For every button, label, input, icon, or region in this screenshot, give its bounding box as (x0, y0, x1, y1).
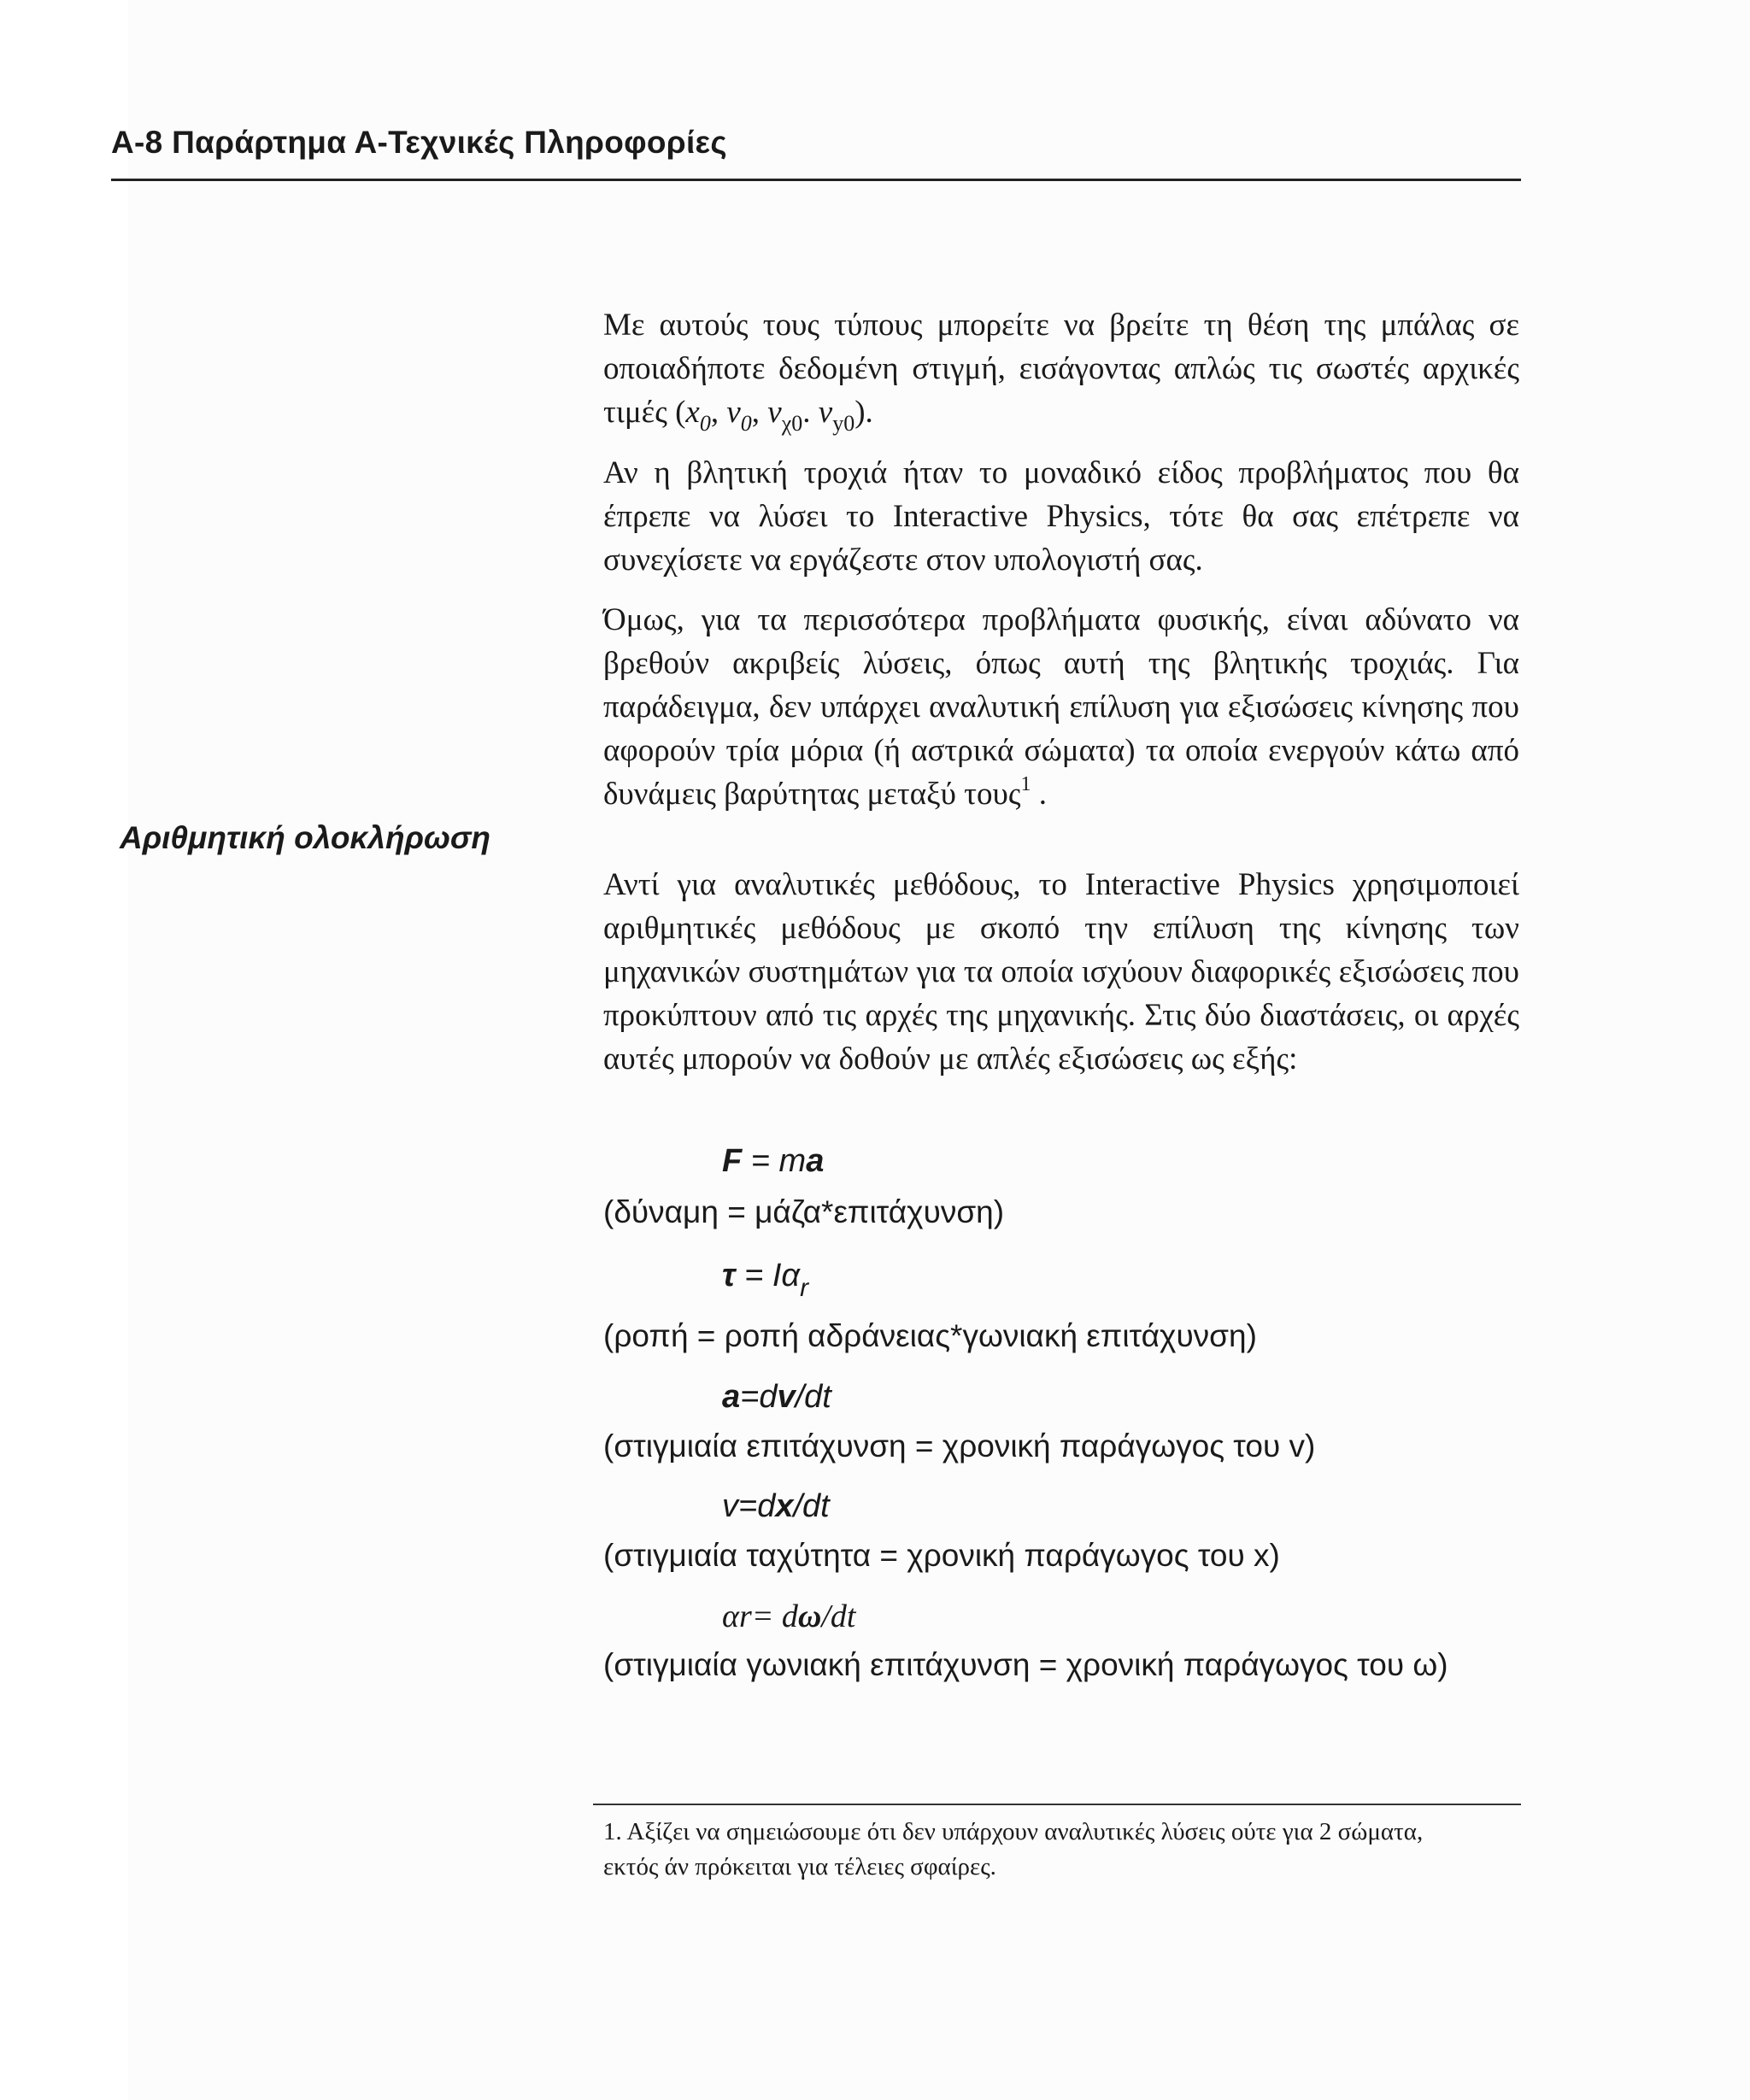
paragraph-4 (603, 863, 1519, 1081)
formula-force-a: a (806, 1143, 825, 1179)
formula-force (722, 1143, 824, 1180)
formula-torque-desc: (ροπή = ροπή αδράνειας*γωνιακή επιτάχυνση) (603, 1318, 1257, 1353)
formula-accel-v: v (777, 1379, 796, 1415)
var-vy: v (818, 395, 833, 430)
paragraph-3-end: . (1031, 777, 1047, 812)
section-heading: Αριθμητική ολοκλήρωση (120, 820, 490, 855)
var-vx-sub: χ0 (781, 411, 803, 436)
paragraph-3-text: Όμως, για τα περισσότερα προβλήματα φυσικής, είναι αδύνατο να βρεθούν ακριβείς λύσεις, όπως αυτή της βλητικής τροχιάς. Για παράδειγμα, δεν υπάρχει αναλυτική επίλυση για εξισώσεις κίνησης που αφορούν τρία μόρια (ή αστρικά σώματα) τα οποία ενεργούν κάτω από δυνάμεις βαρύτητας μεταξύ τους (603, 602, 1519, 812)
paragraph-4-text: Αντί για αναλυτικές μεθόδους, το Interactive Physics χρησιμοποιεί αριθμητικές μεθόδους με σκοπό την επίλυση της κίνησης των μηχανικών συστημάτων για τα οποία ισχύουν διαφορικές εξισώσεις που προκύπτουν από τις αρχές της μηχανικής. Στις δύο διαστάσεις, οι αρχές αυτές μπορούν να δοθούν με απλές εξισώσεις ως εξής: (603, 867, 1519, 1076)
formula-angular-dt: /dt (821, 1598, 856, 1634)
var-vx: v (767, 395, 782, 430)
formula-accel (722, 1379, 831, 1416)
formula-velocity-dt: /dt (793, 1488, 830, 1524)
formula-velocity-vd: v=d (722, 1488, 776, 1524)
formula-velocity-x: x (775, 1488, 794, 1524)
formula-angular-desc: (στιγμιαία γωνιακή επιτάχυνση = χρονική παράγωγος του ω) (603, 1647, 1448, 1682)
var-v-sub: 0 (740, 411, 752, 436)
footnote-mark[interactable]: 1 (1020, 773, 1031, 795)
paragraph-1-end: ). (854, 395, 873, 430)
formula-force-desc: (δύναμη = μάζα*επιτάχυνση) (603, 1194, 1005, 1229)
formula-velocity-desc: (στιγμιαία ταχύτητα = χρονική παράγωγος του x) (603, 1538, 1280, 1573)
footnote: 1. Αξίζει να σημειώσουμε ότι δεν υπάρχουν αναλυτικές λύσεις ούτε για 2 σώματα, εκτός άν πρόκειται για τέλειες σφαίρες. (603, 1818, 1424, 1880)
header-rule (111, 179, 1521, 181)
formula-torque-mid: = Ια (735, 1258, 801, 1293)
var-x: x (685, 395, 700, 430)
formula-velocity (722, 1488, 830, 1525)
footnote-rule (593, 1804, 1521, 1805)
formula-accel-dt: /dt (795, 1379, 831, 1415)
paragraph-2 (603, 451, 1519, 582)
formula-force-mid: = m (742, 1143, 807, 1179)
formula-torque (722, 1258, 808, 1303)
running-header: A-8 Παράρτημα Α-Τεχνικές Πληροφορίες (111, 125, 727, 160)
formula-accel-a: a (722, 1379, 741, 1415)
formula-accel-d: =d (740, 1379, 778, 1415)
var-x-sub: 0 (699, 411, 711, 436)
formula-angular-omega: ω (797, 1598, 822, 1634)
formula-accel-desc: (στιγμιαία επιτάχυνση = χρονική παράγωγος του v) (603, 1428, 1316, 1464)
formula-force-F: F (722, 1143, 743, 1179)
formula-torque-sub: r (800, 1274, 809, 1302)
formula-torque-tau: τ (722, 1258, 736, 1293)
var-v: v (726, 395, 741, 430)
paragraph-3 (603, 598, 1519, 816)
paragraph-2-text: Αν η βλητική τροχιά ήταν το μοναδικό είδος προβλήματος που θα έπρεπε να λύσει το Interactive Physics, τότε θα σας επέτρεπε να συνεχίσετε να εργάζεστε στον υπολογιστή σας. (603, 455, 1519, 578)
paragraph-1: Με αυτούς τους τύπους μπορείτε να βρείτε τη θέση της μπάλας σε οποιαδήποτε δεδομένη στιγμή, εισάγοντας απλώς τις σωστές αρχικές τιμές ($x_0$, $v_0$, $v_{\chi 0}$. $v_{y0}$). (603, 308, 1519, 436)
paragraph-1-text: Με αυτούς τους τύπους μπορείτε να βρείτε τη θέση της μπάλας σε οποιαδήποτε δεδομένη στιγμή, εισάγοντας απλώς τις σωστές αρχικές τιμές ( (603, 308, 1519, 430)
var-vy-sub: y0 (832, 411, 855, 436)
formula-angular (722, 1598, 856, 1635)
formula-angular-ar: αr= d (722, 1598, 798, 1634)
